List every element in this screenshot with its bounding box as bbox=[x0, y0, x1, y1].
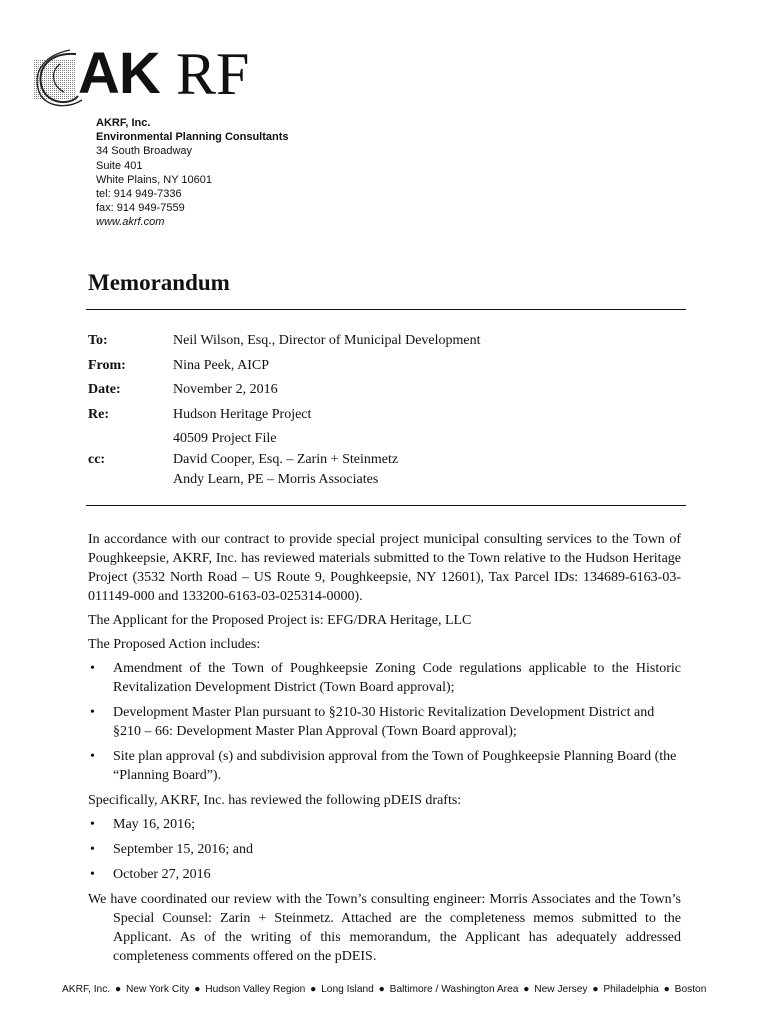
footer-office: New Jersey bbox=[534, 984, 588, 995]
bullet-icon: • bbox=[90, 842, 95, 857]
footer-separator: ● bbox=[310, 984, 317, 995]
action-item-3: Site plan approval (s) and subdivision approval from the Town of Poughkeepsie Planning Board (the “Planning Board”). bbox=[113, 749, 677, 783]
phone-number: tel: 914 949-7336 bbox=[96, 188, 182, 201]
date-value: November 2, 2016 bbox=[173, 382, 278, 397]
intro-paragraph: In accordance with our contract to provide special project municipal consulting services to the Town of Poughkeepsie, AKRF, Inc. has reviewed materials submitted to the Town relative to the Hudson Heritage Project (3532 North Road – US Route 9, Poughkeepsie, NY 12601), Tax Parcel IDs: 134689-6163-03-011149-000 and 133200-6163-03-025314-0000). bbox=[88, 532, 681, 604]
re-label: Re: bbox=[88, 406, 109, 422]
footer-office: Philadelphia bbox=[603, 984, 659, 995]
list-item bbox=[88, 865, 681, 884]
list-item bbox=[88, 659, 681, 697]
address-suite: Suite 401 bbox=[96, 159, 143, 172]
coordination-paragraph: We have coordinated our review with the Town’s consulting engineer: Morris Associates and the Town’s Special Counsel: Zarin + Steinmetz. Attached are the completeness memos submitted to the Applicant. As of the writing of this memorandum, the Applicant has adequately addressed completeness comments offered on the pDEIS. bbox=[88, 892, 681, 964]
footer-office: Boston bbox=[674, 984, 707, 995]
from-label: From: bbox=[88, 357, 126, 373]
company-name: AKRF, Inc. bbox=[96, 117, 151, 129]
draft-item-3: October 27, 2016 bbox=[113, 867, 211, 882]
bullet-icon: • bbox=[90, 867, 95, 882]
to-label: To: bbox=[88, 333, 108, 348]
logo-text-rf: RF bbox=[176, 41, 250, 107]
memo-title: Memorandum bbox=[88, 270, 230, 295]
draft-item-1: May 16, 2016; bbox=[113, 817, 196, 832]
cc-label: cc: bbox=[88, 451, 106, 467]
fax-number: fax: 914 949-7559 bbox=[96, 202, 185, 215]
list-item bbox=[88, 840, 681, 859]
cc-value-1: David Cooper, Esq. – Zarin + Steinmetz bbox=[173, 451, 399, 467]
footer-office: Baltimore / Washington Area bbox=[389, 984, 519, 995]
footer-separator: ● bbox=[663, 984, 670, 995]
list-item bbox=[88, 703, 681, 741]
list-item bbox=[88, 747, 681, 785]
logo-text-ak: AK bbox=[78, 41, 160, 106]
header-divider-bottom bbox=[86, 505, 686, 506]
cc-value-2: Andy Learn, PE – Morris Associates bbox=[173, 472, 379, 487]
footer-separator: ● bbox=[592, 984, 599, 995]
footer-separator: ● bbox=[523, 984, 530, 995]
bullet-icon: • bbox=[90, 749, 95, 764]
date-label: Date: bbox=[88, 382, 121, 397]
footer-separator: ● bbox=[378, 984, 385, 995]
address-city: White Plains, NY 10601 bbox=[96, 173, 212, 186]
company-tagline: Environmental Planning Consultants bbox=[96, 131, 289, 144]
bullet-icon: • bbox=[90, 705, 95, 720]
action-item-1: Amendment of the Town of Poughkeepsie Zoning Code regulations applicable to the Historic Revitalization Development District (Town Board approval); bbox=[113, 661, 681, 695]
applicant-paragraph: The Applicant for the Proposed Project is: EFG/DRA Heritage, LLC bbox=[88, 613, 472, 628]
memo-body bbox=[88, 530, 681, 971]
list-item bbox=[88, 815, 681, 834]
bullet-icon: • bbox=[90, 661, 95, 676]
draft-item-2: September 15, 2016; and bbox=[113, 842, 253, 857]
footer-office: New York City bbox=[125, 984, 190, 995]
action-item-2: Development Master Plan pursuant to §210-30 Historic Revitalization Development District and §210 – 66: Development Master Plan Approval (Town Board approval); bbox=[113, 705, 655, 739]
footer-offices bbox=[62, 984, 706, 995]
company-address bbox=[96, 116, 289, 230]
footer-office: Long Island bbox=[321, 984, 374, 995]
website-link[interactable]: www.akrf.com bbox=[96, 216, 165, 229]
company-logo bbox=[30, 42, 260, 112]
bullet-icon: • bbox=[90, 817, 95, 832]
to-value: Neil Wilson, Esq., Director of Municipal Development bbox=[173, 333, 481, 348]
footer-separator: ● bbox=[114, 984, 122, 995]
from-value: Nina Peek, AICP bbox=[173, 357, 270, 373]
proposed-action-heading: The Proposed Action includes: bbox=[88, 637, 261, 652]
re-value-2: 40509 Project File bbox=[173, 431, 277, 446]
footer-office: AKRF, Inc. bbox=[62, 984, 111, 995]
address-street: 34 South Broadway bbox=[96, 145, 193, 158]
re-value: Hudson Heritage Project bbox=[173, 406, 312, 422]
drafts-heading: Specifically, AKRF, Inc. has reviewed the following pDEIS drafts: bbox=[88, 793, 462, 808]
footer-separator: ● bbox=[194, 984, 201, 995]
footer-office: Hudson Valley Region bbox=[205, 984, 306, 995]
header-divider-top bbox=[86, 309, 686, 310]
